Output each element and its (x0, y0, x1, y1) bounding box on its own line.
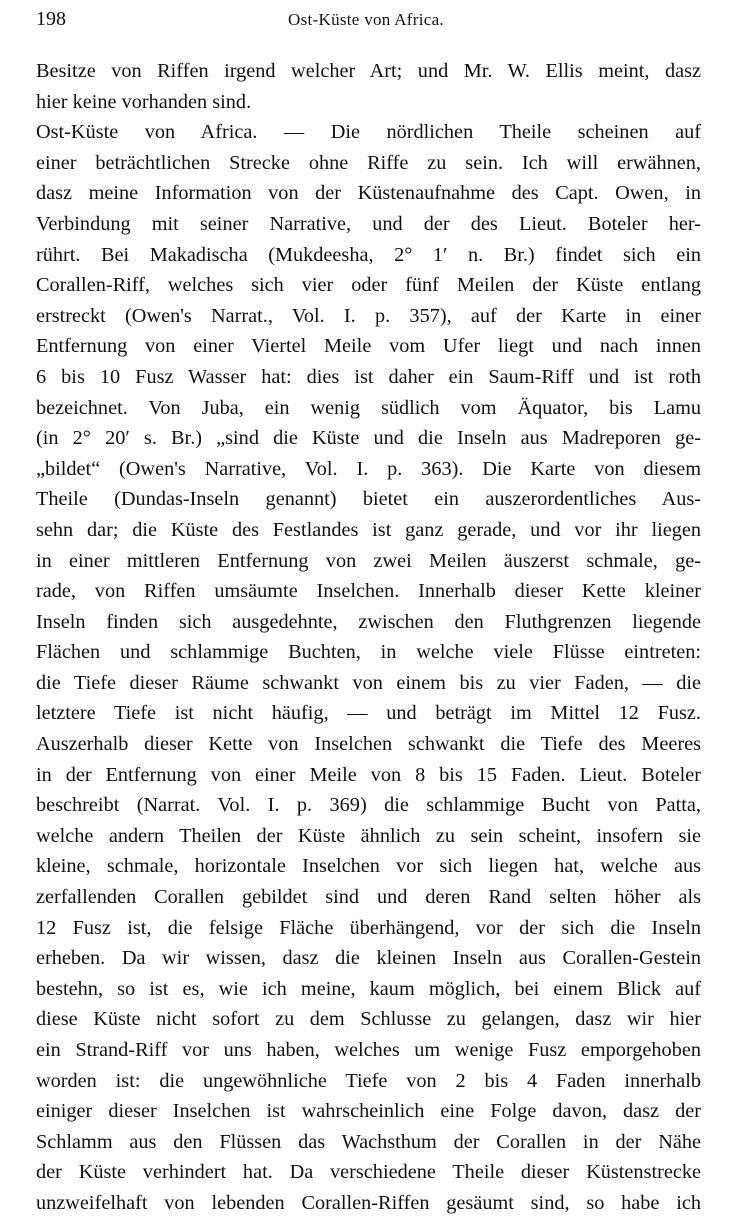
text-line: erstreckt (Owen's Narrat., Vol. I. p. 357), auf der Karte in einer (36, 304, 701, 327)
text-line: hier keine vorhanden sind. (36, 90, 252, 113)
text-line: in der Entfernung von einer Meile von 8 bis 15 Faden. Lieut. Boteler (36, 763, 701, 786)
text-line: der Küste verhindert hat. Da verschiedene Theile dieser Küstenstrecke (36, 1161, 701, 1184)
text-line: „bildet“ (Owen's Narrative, Vol. I. p. 363). Die Karte von diesem (36, 457, 701, 480)
text-line: Inseln finden sich ausgedehnte, zwischen den Fluthgrenzen liegende (36, 610, 701, 633)
text-line: Ost-Küste von Africa. — Die nördlichen Theile scheinen auf (36, 121, 701, 144)
text-line: welche andern Theilen der Küste ähnlich zu sein scheint, insofern sie (36, 824, 701, 847)
text-line: Entfernung von einer Viertel Meile vom Ufer liegt und nach innen (36, 335, 701, 358)
text-line: diese Küste nicht sofort zu dem Schlusse zu gelangen, dasz wir hier (36, 1008, 701, 1031)
text-line: Corallen-Riff, welches sich vier oder fünf Meilen der Küste entlang (36, 274, 701, 297)
text-line: ein Strand-Riff vor uns haben, welches um wenige Fusz emporgehoben (36, 1039, 701, 1061)
text-line: Auszerhalb dieser Kette von Inselchen schwankt die Tiefe des Meeres (36, 733, 701, 756)
text-line: einiger dieser Inselchen ist wahrscheinlich eine Folge davon, dasz der (36, 1100, 701, 1123)
text-line: worden ist: die ungewöhnliche Tiefe von 2 bis 4 Faden innerhalb (36, 1069, 701, 1092)
text-line: Flächen und schlammige Buchten, in welche viele Flüsse eintreten: (36, 641, 701, 664)
text-line: zerfallenden Corallen gebildet sind und deren Rand selten höher als (36, 886, 701, 909)
text-line: (in 2° 20′ s. Br.) „sind die Küste und die Inseln aus Madreporen ge- (36, 427, 701, 450)
text-line: beschreibt (Narrat. Vol. I. p. 369) die schlammige Bucht von Patta, (36, 794, 701, 817)
page-header (36, 8, 696, 38)
text-line: in einer mittleren Entfernung von zwei Meilen äuszerst schmale, ge- (36, 549, 701, 572)
text-line: 12 Fusz ist, die felsige Fläche überhängend, vor der sich die Inseln (36, 916, 701, 939)
text-line: Verbindung mit seiner Narrative, und der des Lieut. Boteler her- (36, 212, 701, 235)
text-line: bezeichnet. Von Juba, ein wenig südlich vom Äquator, bis Lamu (36, 396, 701, 419)
text-line: Theile (Dundas-Inseln genannt) bietet ein auszerordentliches Aus- (36, 488, 701, 511)
text-line: bestehn, so ist es, wie ich meine, kaum möglich, bei einem Blick auf (36, 977, 701, 1000)
text-line: erheben. Da wir wissen, dasz die kleinen Inseln aus Corallen-Gestein (36, 947, 701, 970)
text-line: kleine, schmale, horizontale Inselchen vor sich liegen hat, welche aus (36, 855, 701, 878)
text-line: sehn dar; die Küste des Festlandes ist ganz gerade, und vor ihr liegen (36, 518, 701, 541)
text-line: dasz meine Information von der Küstenaufnahme des Capt. Owen, in (36, 182, 701, 205)
running-title: Ost-Küste von Africa. (288, 10, 444, 29)
body-text (36, 56, 701, 1219)
text-line: Schlamm aus den Flüssen das Wachsthum der Corallen in der Nähe (36, 1130, 701, 1153)
text-line: die Tiefe dieser Räume schwankt von einem bis zu vier Faden, — die (36, 671, 701, 694)
text-line: Besitze von Riffen irgend welcher Art; und Mr. W. Ellis meint, dasz (36, 60, 701, 82)
text-line: rade, von Riffen umsäumte Inselchen. Innerhalb dieser Kette kleiner (36, 580, 701, 603)
page-number: 198 (36, 8, 66, 30)
text-line: unzweifelhaft von lebenden Corallen-Riffen gesäumt sind, so habe ich (36, 1191, 701, 1214)
text-line: 6 bis 10 Fusz Wasser hat: dies ist daher ein Saum-Riff und ist roth (36, 365, 701, 388)
text-line: letztere Tiefe ist nicht häufig, — und beträgt im Mittel 12 Fusz. (36, 702, 701, 725)
text-line: einer beträchtlichen Strecke ohne Riffe zu sein. Ich will erwähnen, (36, 151, 701, 174)
text-line: rührt. Bei Makadischa (Mukdeesha, 2° 1′ n. Br.) findet sich ein (36, 243, 701, 266)
